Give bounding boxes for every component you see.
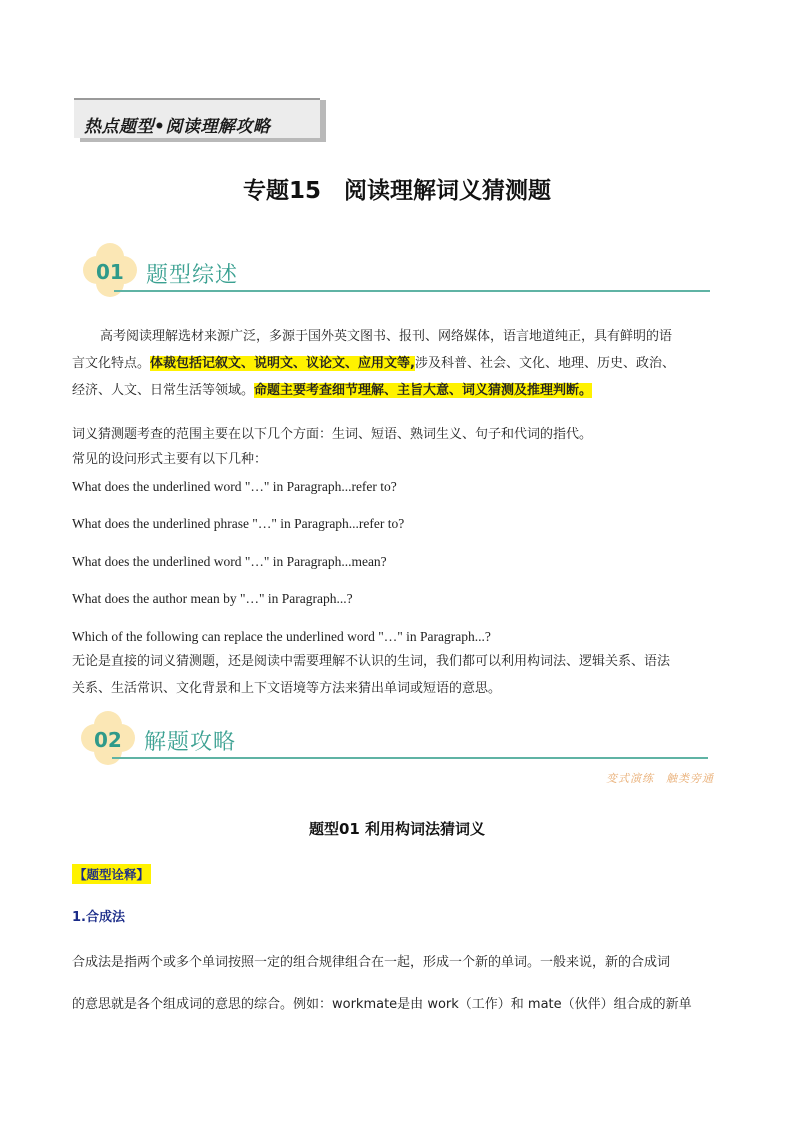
question-form: What does the underlined word "…" in Paragraph...mean? [72, 554, 387, 569]
section-title: 解题攻略 [144, 730, 237, 755]
overview-text: 涉及科普、社会、文化、地理、历史、政治、 [414, 356, 675, 371]
section-divider [114, 290, 710, 292]
summary-line: 关系、生活常识、文化背景和上下文语境等方法来猜出单词或短语的意思。 [72, 681, 502, 696]
highlight-text: 命题主要考查细节理解、主旨大意、词义猜测及推理判断。 [254, 383, 593, 398]
question-form: What does the underlined word "…" in Paragraph...refer to? [72, 479, 397, 494]
side-note: 变式演练 触类旁通 [606, 772, 714, 785]
forms-intro: 常见的设问形式主要有以下几种： [72, 452, 268, 467]
section-number: 01 [96, 260, 124, 284]
overview-text: 言文化特点。 [72, 356, 151, 371]
overview-line [72, 377, 732, 404]
overview-text: 经济、人文、日常生活等领域。 [72, 383, 255, 398]
highlight-text: 体裁包括记叙文、说明文、议论文、应用文等, [150, 356, 415, 371]
body-line: 的意思就是各个组成词的意思的综合。例如：workmate是由 work（工作）和 mate（伙伴）组合成的新单 [72, 997, 692, 1012]
question-form: What does the author mean by "…" in Paragraph...? [72, 591, 353, 606]
question-form: What does the underlined phrase "…" in Paragraph...refer to? [72, 516, 405, 531]
overview-paragraph [72, 323, 732, 404]
header-tag: 热点题型•阅读理解攻略 [84, 117, 271, 137]
subsection-title: 题型01 利用构词法猜词义 [308, 820, 486, 838]
overview-line [72, 350, 732, 377]
section-number: 02 [94, 728, 122, 752]
summary-paragraph [72, 648, 732, 702]
body-line: 合成法是指两个或多个单词按照一定的组合规律组合在一起，形成一个新的单词。一般来说，新的合成词 [72, 955, 671, 970]
overview-line: 高考阅读理解选材来源广泛，多源于国外英文图书、报刊、网络媒体，语言地道纯正，具有鲜明的语 [100, 329, 673, 344]
page-title: 专题15 阅读理解词义猜测题 [242, 178, 551, 204]
section-title: 题型综述 [146, 263, 239, 288]
section-divider [112, 757, 708, 759]
question-form: Which of the following can replace the underlined word "…" in Paragraph...? [72, 629, 491, 644]
body-paragraph [72, 942, 732, 1026]
bracket-label: 【题型诠释】 [72, 864, 151, 884]
item-heading: 1.合成法 [72, 910, 125, 925]
scope-text: 词义猜测题考查的范围主要在以下几个方面：生词、短语、熟词生义、句子和代词的指代。 [72, 427, 593, 442]
summary-line: 无论是直接的词义猜测题，还是阅读中需要理解不认识的生词，我们都可以利用构词法、逻辑关系、语法 [72, 654, 671, 669]
